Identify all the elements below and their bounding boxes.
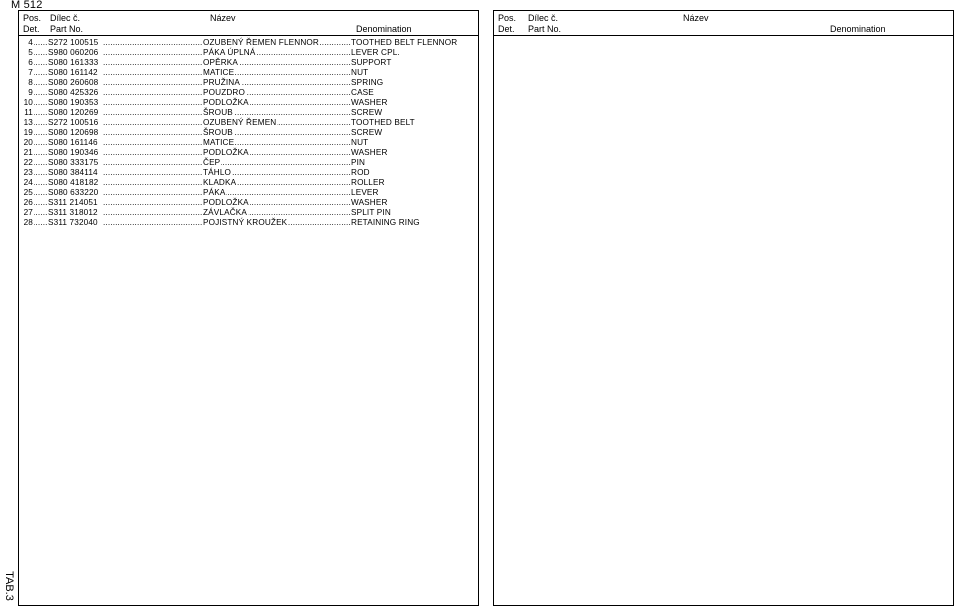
row-part-number: S311 732040 xyxy=(48,218,98,227)
row-name-cz: ČEP xyxy=(203,158,221,167)
tab-label: TAB.3 xyxy=(3,571,15,601)
row-pos: 8 xyxy=(19,78,34,88)
row-pos: 28 xyxy=(19,218,34,228)
row-part-number: S080 161146 xyxy=(48,138,98,147)
row-name-en: SUPPORT xyxy=(351,58,392,67)
row-name-en: PIN xyxy=(351,158,366,167)
row-pos: 11 xyxy=(19,108,34,118)
header-denomination: Denomination xyxy=(830,24,886,34)
header-pos: Pos. xyxy=(23,13,42,23)
row-part-number: S980 060206 xyxy=(48,48,99,57)
row-part-number: S080 161333 xyxy=(48,58,99,67)
row-name-en: WASHER xyxy=(351,198,388,207)
row-pos: 19 xyxy=(19,128,34,138)
row-pos: 24 xyxy=(19,178,34,188)
row-name-cz: POJISTNÝ KROUŽEK xyxy=(203,218,288,227)
row-name-en: SCREW xyxy=(351,108,383,117)
table-header xyxy=(19,11,478,36)
row-part-number: S311 214051 xyxy=(48,198,98,207)
table-row xyxy=(19,128,478,138)
row-name-en: LEVER xyxy=(351,188,379,197)
row-part-number: S080 333175 xyxy=(48,158,99,167)
table-row xyxy=(19,88,478,98)
row-name-en: SPLIT PIN xyxy=(351,208,391,217)
table-row xyxy=(19,68,478,78)
row-part-number: S080 425326 xyxy=(48,88,99,97)
row-part-number: S080 260608 xyxy=(48,78,99,87)
table-row xyxy=(19,168,478,178)
row-name-cz: PRUŽINA xyxy=(203,78,240,87)
table-body xyxy=(19,38,478,228)
table-header xyxy=(494,11,953,36)
parts-table-right xyxy=(493,10,954,606)
row-name-en: CASE xyxy=(351,88,374,97)
row-name-cz: MATICE xyxy=(203,138,235,147)
table-row xyxy=(19,158,478,168)
row-pos: 9 xyxy=(19,88,34,98)
header-nazev: Název xyxy=(683,13,709,23)
header-partno: Part No. xyxy=(50,24,84,34)
row-part-number: S080 384114 xyxy=(48,168,98,177)
row-part-number: S080 190353 xyxy=(48,98,99,107)
row-name-en: LEVER CPL. xyxy=(351,48,400,57)
row-name-cz: ŠROUB xyxy=(203,108,233,117)
header-partno: Part No. xyxy=(528,24,562,34)
row-name-cz: ZÁVLAČKA xyxy=(203,208,247,217)
row-name-en: SPRING xyxy=(351,78,384,87)
row-part-number: S080 190346 xyxy=(48,148,99,157)
table-row xyxy=(19,148,478,158)
row-name-en: WASHER xyxy=(351,148,388,157)
header-dilec: Dílec č. xyxy=(50,13,81,23)
row-name-en: TOOTHED BELT FLENNOR xyxy=(351,38,458,47)
row-part-number: S080 633220 xyxy=(48,188,99,197)
header-nazev: Název xyxy=(210,13,236,23)
row-name-cz: TÁHLO xyxy=(203,168,232,177)
row-name-cz: OZUBENÝ ŘEMEN xyxy=(203,118,277,127)
table-row xyxy=(19,58,478,68)
table-row xyxy=(19,98,478,108)
table-row xyxy=(19,78,478,88)
row-name-cz: PODLOŽKA xyxy=(203,198,249,207)
row-pos: 13 xyxy=(19,118,34,128)
table-row xyxy=(19,198,478,208)
table-row xyxy=(19,108,478,118)
row-pos: 25 xyxy=(19,188,34,198)
row-pos: 10 xyxy=(19,98,34,108)
row-pos: 5 xyxy=(19,48,34,58)
table-row xyxy=(19,178,478,188)
header-det: Det. xyxy=(498,24,515,34)
header-det: Det. xyxy=(23,24,40,34)
table-row xyxy=(19,138,478,148)
row-name-cz: PODLOŽKA xyxy=(203,148,249,157)
row-part-number: S311 318012 xyxy=(48,208,98,217)
row-pos: 6 xyxy=(19,58,34,68)
row-pos: 27 xyxy=(19,208,34,218)
row-name-cz: PÁKA ÚPLNÁ xyxy=(203,48,256,57)
row-name-cz: KLADKA xyxy=(203,178,237,187)
table-row xyxy=(19,188,478,198)
header-dilec: Dílec č. xyxy=(528,13,559,23)
model-number: M 512 xyxy=(11,0,43,11)
row-name-cz: ŠROUB xyxy=(203,128,233,137)
table-row xyxy=(19,48,478,58)
parts-table-left xyxy=(18,10,479,606)
row-name-cz: MATICE xyxy=(203,68,235,77)
row-pos: 23 xyxy=(19,168,34,178)
row-pos: 22 xyxy=(19,158,34,168)
row-part-number: S080 120698 xyxy=(48,128,99,137)
row-name-cz: PODLOŽKA xyxy=(203,98,249,107)
table-row xyxy=(19,208,478,218)
row-pos: 7 xyxy=(19,68,34,78)
row-part-number: S272 100515 xyxy=(48,38,99,47)
row-name-cz: PÁKA xyxy=(203,188,226,197)
row-name-en: SCREW xyxy=(351,128,383,137)
row-part-number: S080 418182 xyxy=(48,178,99,187)
row-name-en: ROD xyxy=(351,168,370,177)
row-name-en: RETAINING RING xyxy=(351,218,420,227)
row-name-en: NUT xyxy=(351,138,369,147)
row-name-en: TOOTHED BELT xyxy=(351,118,415,127)
row-name-en: WASHER xyxy=(351,98,388,107)
row-pos: 26 xyxy=(19,198,34,208)
row-name-en: NUT xyxy=(351,68,369,77)
row-pos: 20 xyxy=(19,138,34,148)
header-denomination: Denomination xyxy=(356,24,412,34)
row-pos: 4 xyxy=(19,38,34,48)
table-row xyxy=(19,218,478,228)
header-pos: Pos. xyxy=(498,13,517,23)
row-name-cz: OZUBENÝ ŘEMEN FLENNOR xyxy=(203,38,319,47)
row-pos: 21 xyxy=(19,148,34,158)
row-part-number: S272 100516 xyxy=(48,118,99,127)
table-row xyxy=(19,118,478,128)
row-name-cz: POUZDRO xyxy=(203,88,245,97)
row-name-en: ROLLER xyxy=(351,178,385,187)
row-part-number: S080 161142 xyxy=(48,68,98,77)
row-name-cz: OPĚRKA xyxy=(203,58,239,67)
row-part-number: S080 120269 xyxy=(48,108,99,117)
table-row xyxy=(19,38,478,48)
